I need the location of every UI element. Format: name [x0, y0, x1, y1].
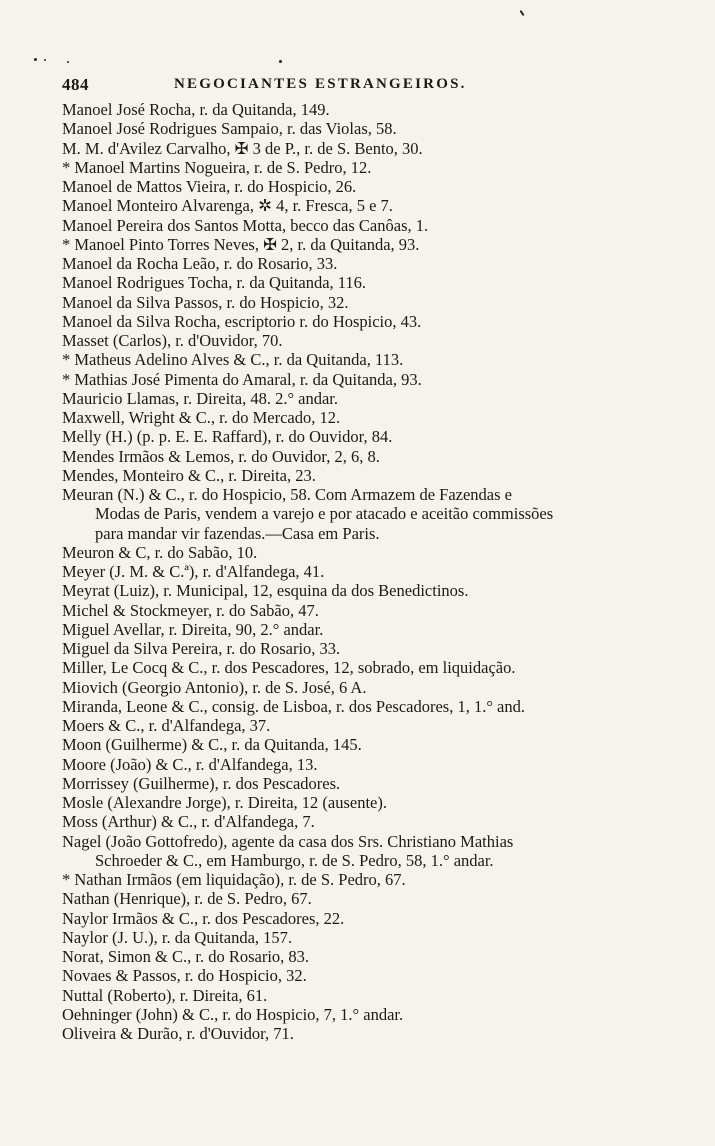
directory-entry: Mendes, Monteiro & C., r. Direita, 23.: [62, 465, 316, 485]
directory-entry: Mosle (Alexandre Jorge), r. Direita, 12 (ausente).: [62, 793, 388, 812]
directory-entry: Morrissey (Guilherme), r. dos Pescadores.: [62, 773, 341, 793]
directory-entry: Nathan (Henrique), r. de S. Pedro, 67.: [62, 889, 312, 909]
ink-speck: [44, 59, 46, 61]
directory-entry: Manoel Pereira dos Santos Motta, becco das Canôas, 1.: [62, 215, 429, 235]
directory-entry: Meyer (J. M. & C.ª), r. d'Alfandega, 41.: [62, 562, 325, 581]
directory-entry: * Manoel Pinto Torres Neves, ✠ 2, r. da Quitanda, 93.: [62, 234, 420, 254]
directory-entry: Masset (Carlos), r. d'Ouvidor, 70.: [62, 331, 283, 350]
directory-entry: Nagel (João Gottofredo), agente da casa dos Srs. Christiano Mathias: [62, 831, 514, 851]
directory-entry: Moers & C., r. d'Alfandega, 37.: [62, 716, 271, 735]
directory-entry: Mendes Irmãos & Lemos, r. do Ouvidor, 2, 6, 8.: [62, 446, 380, 466]
directory-entry: M. M. d'Avilez Carvalho, ✠ 3 de P., r. de S. Bento, 30.: [62, 138, 423, 158]
directory-entry: Oehninger (John) & C., r. do Hospicio, 7, 1.° andar.: [62, 1004, 404, 1024]
directory-entry: * Nathan Irmãos (em liquidação), r. de S. Pedro, 67.: [62, 870, 406, 889]
page-number: 484: [62, 75, 89, 94]
directory-entry: Mauricio Llamas, r. Direita, 48. 2.° andar.: [62, 388, 339, 408]
directory-entries: [62, 100, 662, 1043]
directory-entry: Naylor (J. U.), r. da Quitanda, 157.: [62, 927, 293, 947]
directory-entry: Miller, Le Cocq & C., r. dos Pescadores, 12, sobrado, em liquidação.: [62, 658, 516, 678]
ink-speck: [279, 60, 282, 63]
directory-entry: Manoel José Rocha, r. da Quitanda, 149.: [62, 100, 330, 119]
directory-entry: Manoel da Rocha Leão, r. do Rosario, 33.: [62, 254, 338, 273]
directory-entry: Manoel da Silva Passos, r. do Hospicio, 32.: [62, 292, 349, 312]
directory-entry: Meuran (N.) & C., r. do Hospicio, 58. Com Armazem de Fazendas e: [62, 485, 512, 504]
directory-entry-continuation: Schroeder & C., em Hamburgo, r. de S. Pedro, 58, 1.° andar.: [95, 850, 494, 870]
directory-entry: * Manoel Martins Nogueira, r. de S. Pedro, 12.: [62, 157, 372, 177]
directory-entry: Miguel da Silva Pereira, r. do Rosario, 33.: [62, 639, 341, 658]
directory-entry: * Matheus Adelino Alves & C., r. da Quitanda, 113.: [62, 350, 404, 370]
directory-entry: Meyrat (Luiz), r. Municipal, 12, esquina da dos Benedictinos.: [62, 581, 469, 601]
directory-entry-continuation: Modas de Paris, vendem a varejo e por atacado e aceitão commissões: [95, 504, 554, 524]
ink-speck: [519, 10, 524, 16]
directory-entry: Melly (H.) (p. p. E. E. Raffard), r. do Ouvidor, 84.: [62, 427, 393, 447]
page-header: [62, 75, 522, 97]
directory-entry: Meuron & C, r. do Sabão, 10.: [62, 542, 258, 562]
directory-entry: Miovich (Georgio Antonio), r. de S. José, 6 A.: [62, 677, 367, 697]
running-title: NEGOCIANTES ESTRANGEIROS.: [174, 76, 467, 92]
directory-entry: Miguel Avellar, r. Direita, 90, 2.° andar.: [62, 619, 324, 639]
directory-entry: Moore (João) & C., r. d'Alfandega, 13.: [62, 754, 318, 774]
directory-entry: Miranda, Leone & C., consig. de Lisboa, r. dos Pescadores, 1, 1.° and.: [62, 696, 526, 716]
directory-entry: Manoel José Rodrigues Sampaio, r. das Violas, 58.: [62, 119, 397, 139]
directory-entry: Manoel de Mattos Vieira, r. do Hospicio, 26.: [62, 177, 357, 196]
directory-entry: Moss (Arthur) & C., r. d'Alfandega, 7.: [62, 812, 315, 832]
directory-entry: Michel & Stockmeyer, r. do Sabão, 47.: [62, 600, 319, 620]
directory-entry: Moon (Guilherme) & C., r. da Quitanda, 145.: [62, 735, 362, 755]
directory-entry: Manoel Monteiro Alvarenga, ✲ 4, r. Fresca, 5 e 7.: [62, 196, 393, 216]
directory-entry: * Mathias José Pimenta do Amaral, r. da Quitanda, 93.: [62, 369, 422, 389]
directory-entry: Novaes & Passos, r. do Hospicio, 32.: [62, 966, 307, 986]
directory-entry: Naylor Irmãos & C., r. dos Pescadores, 22.: [62, 908, 345, 928]
ink-speck: [34, 58, 37, 61]
directory-entry: Oliveira & Durão, r. d'Ouvidor, 71.: [62, 1024, 294, 1043]
directory-entry: Nuttal (Roberto), r. Direita, 61.: [62, 985, 268, 1005]
directory-entry: Manoel da Silva Rocha, escriptorio r. do Hospicio, 43.: [62, 311, 422, 331]
ink-speck: [67, 61, 69, 63]
directory-entry: Norat, Simon & C., r. do Rosario, 83.: [62, 947, 310, 966]
directory-entry: Manoel Rodrigues Tocha, r. da Quitanda, 116.: [62, 273, 367, 293]
directory-entry: Maxwell, Wright & C., r. do Mercado, 12.: [62, 408, 341, 427]
directory-entry-continuation: para mandar vir fazendas.—Casa em Paris.: [95, 523, 380, 543]
